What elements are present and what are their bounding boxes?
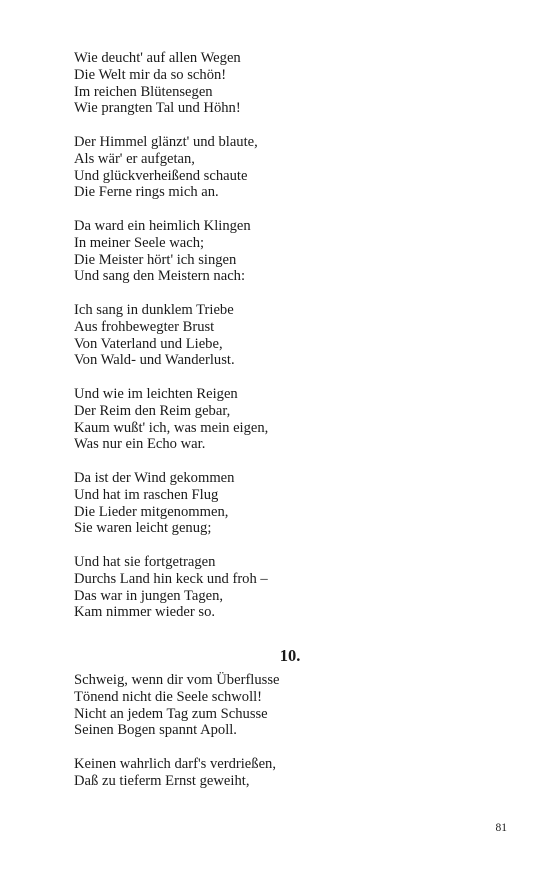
verse-line: Wie deucht' auf allen Wegen xyxy=(74,50,241,66)
verse-line: Daß zu tieferm Ernst geweiht, xyxy=(74,772,250,789)
verse-line: Da ist der Wind gekommen xyxy=(74,470,235,486)
verse-line: Als wär' er aufgetan, xyxy=(74,150,195,167)
verse-line: Die Ferne rings mich an. xyxy=(74,184,219,201)
verse-line: Das war in jungen Tagen, xyxy=(74,587,224,604)
verse-line: Und sang den Meistern nach: xyxy=(74,268,246,285)
verse-line: Tönend nicht die Seele schwoll! xyxy=(74,688,263,705)
verse-line: Durchs Land hin keck und froh – xyxy=(74,570,268,587)
verse-line: Sie waren leicht genug; xyxy=(74,520,212,537)
verse-line: Der Reim den Reim gebar, xyxy=(74,402,231,419)
verse-line: Und glückverheißend schaute xyxy=(74,167,248,184)
verse-line: Schweig, wenn dir vom Überflusse xyxy=(74,672,280,688)
stanza xyxy=(74,218,251,285)
verse-line: Und hat im raschen Flug xyxy=(74,486,219,503)
stanza xyxy=(74,672,280,739)
stanza xyxy=(74,134,258,201)
verse-line: Die Meister hört' ich singen xyxy=(74,251,237,268)
stanza xyxy=(74,554,268,621)
verse-line: Im reichen Blütensegen xyxy=(74,83,213,100)
verse-line: Der Himmel glänzt' und blaute, xyxy=(74,134,258,150)
verse-line: In meiner Seele wach; xyxy=(74,234,205,251)
verse-line: Wie prangten Tal und Höhn! xyxy=(74,100,241,117)
verse-line: Seinen Bogen spannt Apoll. xyxy=(74,722,237,739)
verse-line: Die Lieder mitgenommen, xyxy=(74,503,229,520)
verse-line: Und hat sie fortgetragen xyxy=(74,554,216,570)
verse-line: Von Wald- und Wanderlust. xyxy=(74,352,235,369)
stanza xyxy=(74,386,268,453)
verse-line: Die Welt mir da so schön! xyxy=(74,66,227,83)
verse-line: Ich sang in dunklem Triebe xyxy=(74,302,234,318)
verse-line: Und wie im leichten Reigen xyxy=(74,386,238,402)
verse-line: Kaum wußt' ich, was mein eigen, xyxy=(74,419,269,436)
stanza xyxy=(74,470,234,537)
stanza xyxy=(74,50,241,117)
verse-line: Von Vaterland und Liebe, xyxy=(74,335,223,352)
verse-line: Kam nimmer wieder so. xyxy=(74,604,216,621)
verse-line: Keinen wahrlich darf's verdrießen, xyxy=(74,756,276,772)
page-number: 81 xyxy=(495,822,507,834)
stanza xyxy=(74,302,235,369)
poem-number-heading: 10. xyxy=(279,646,301,665)
verse-line: Da ward ein heimlich Klingen xyxy=(74,218,251,234)
stanza xyxy=(74,756,276,790)
verse-line: Nicht an jedem Tag zum Schusse xyxy=(74,705,268,722)
verse-line: Aus frohbewegter Brust xyxy=(74,318,215,335)
verse-line: Was nur ein Echo war. xyxy=(74,436,206,453)
